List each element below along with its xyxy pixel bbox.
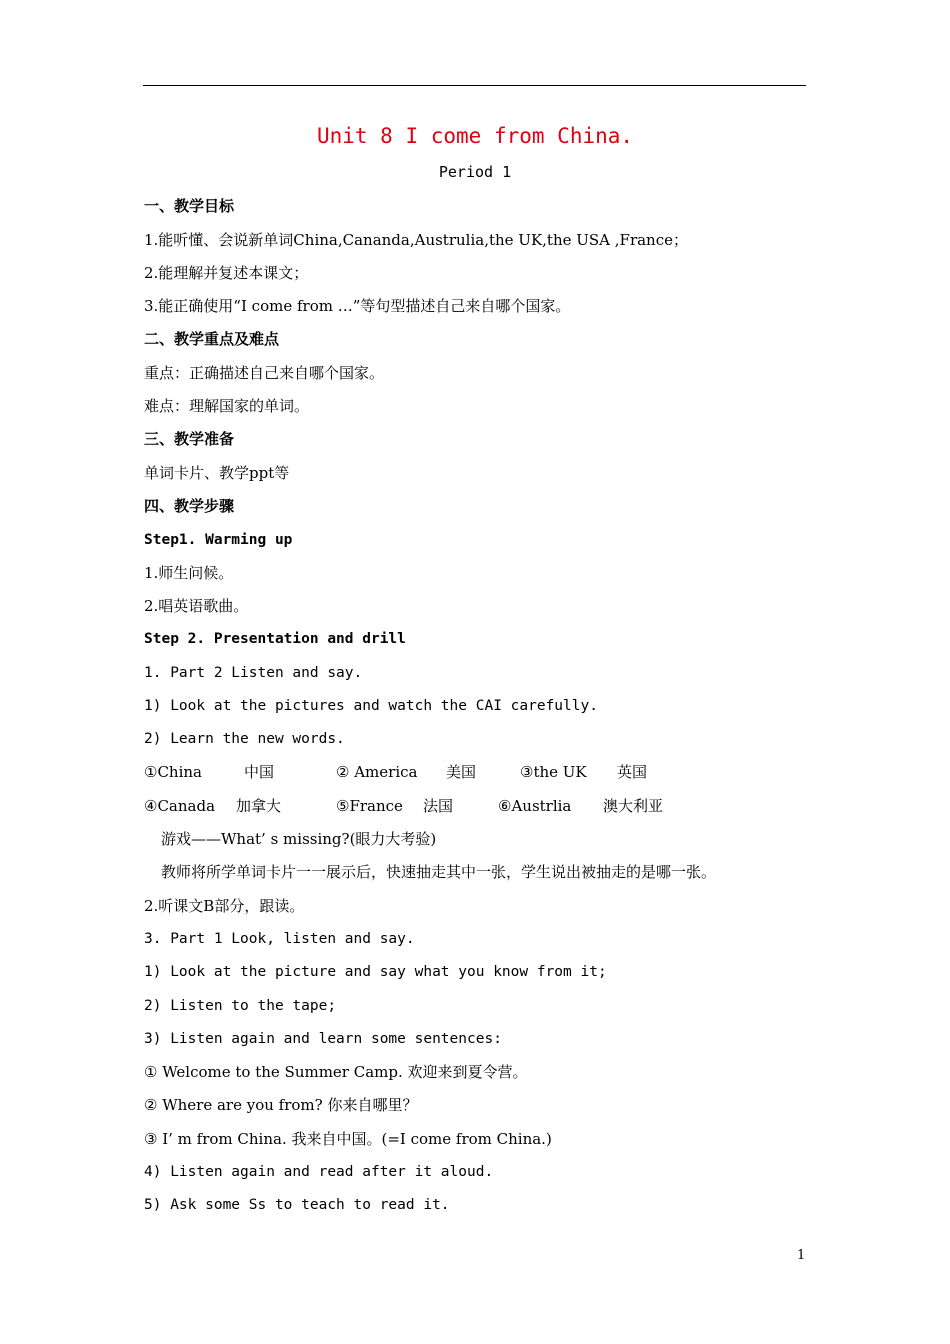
word-uk: ③the UK — [520, 763, 587, 781]
step2-item-1b: 2) Learn the new words. — [144, 731, 345, 747]
prep-text: 单词卡片、教学ppt等 — [144, 464, 290, 482]
objective-2: 2.能理解并复述本课文； — [144, 264, 309, 282]
step2-item-3b: 2) Listen to the tape; — [144, 998, 337, 1014]
step2-item-2: 2.听课文B部分，跟读。 — [144, 897, 305, 915]
step2-item-3: 3. Part 1 Look, listen and say. — [144, 931, 415, 947]
game-description: 教师将所学单词卡片一一展示后，快速抽走其中一张，学生说出被抽走的是哪一张。 — [161, 863, 717, 881]
meaning-america: 美国 — [446, 763, 477, 781]
page-subtitle: Period 1 — [438, 163, 512, 181]
word-france: ⑤France — [336, 797, 403, 815]
sentence-3: ③ I’ m from China. 我来自中国。(=I come from China.) — [144, 1130, 552, 1148]
steps-heading: 四、教学步骤 — [144, 497, 235, 515]
meaning-uk: 英国 — [617, 763, 648, 781]
word-australia: ⑥Austrlia — [498, 797, 572, 815]
meaning-australia: 澳大利亚 — [603, 797, 664, 815]
objectives-heading: 一、教学目标 — [144, 197, 235, 215]
objective-1: 1.能听懂、会说新单词China,Cananda,Austrulia,the UK,the USA ,France； — [144, 231, 689, 249]
prep-heading: 三、教学准备 — [144, 430, 235, 448]
word-america: ② America — [336, 763, 418, 781]
step2-item-3a: 1) Look at the picture and say what you know from it; — [144, 964, 607, 980]
meaning-canada: 加拿大 — [236, 797, 282, 815]
meaning-china: 中国 — [244, 763, 275, 781]
step2-item-3d: 4) Listen again and read after it aloud. — [144, 1164, 494, 1180]
meaning-france: 法国 — [423, 797, 454, 815]
step2-item-1: 1. Part 2 Listen and say. — [144, 665, 363, 681]
step1-item-2: 2.唱英语歌曲。 — [144, 597, 249, 615]
key-point: 重点：正确描述自己来自哪个国家。 — [144, 364, 385, 382]
page-number: 1 — [797, 1248, 806, 1263]
step2-item-1a: 1) Look at the pictures and watch the CAI carefully. — [144, 698, 598, 714]
sentence-2: ② Where are you from? 你来自哪里？ — [144, 1096, 418, 1114]
step2-item-3c: 3) Listen again and learn some sentences: — [144, 1031, 502, 1047]
step1-title: Step1. Warming up — [144, 532, 293, 548]
word-canada: ④Canada — [144, 797, 216, 815]
word-china: ①China — [144, 763, 202, 781]
step2-item-3e: 5) Ask some Ss to teach to read it. — [144, 1197, 450, 1213]
sentence-1: ① Welcome to the Summer Camp. 欢迎来到夏令营。 — [144, 1063, 528, 1081]
game-line: 游戏——What’ s missing?(眼力大考验) — [161, 830, 437, 848]
step2-title: Step 2. Presentation and drill — [144, 631, 406, 647]
key-heading: 二、教学重点及难点 — [144, 330, 280, 348]
objective-3: 3.能正确使用“I come from …”等句型描述自己来自哪个国家。 — [144, 297, 571, 315]
step1-item-1: 1.师生问候。 — [144, 564, 234, 582]
difficult-point: 难点：理解国家的单词。 — [144, 397, 310, 415]
page-title: Unit 8 I come from China. — [316, 124, 634, 148]
header-rule — [143, 85, 806, 86]
